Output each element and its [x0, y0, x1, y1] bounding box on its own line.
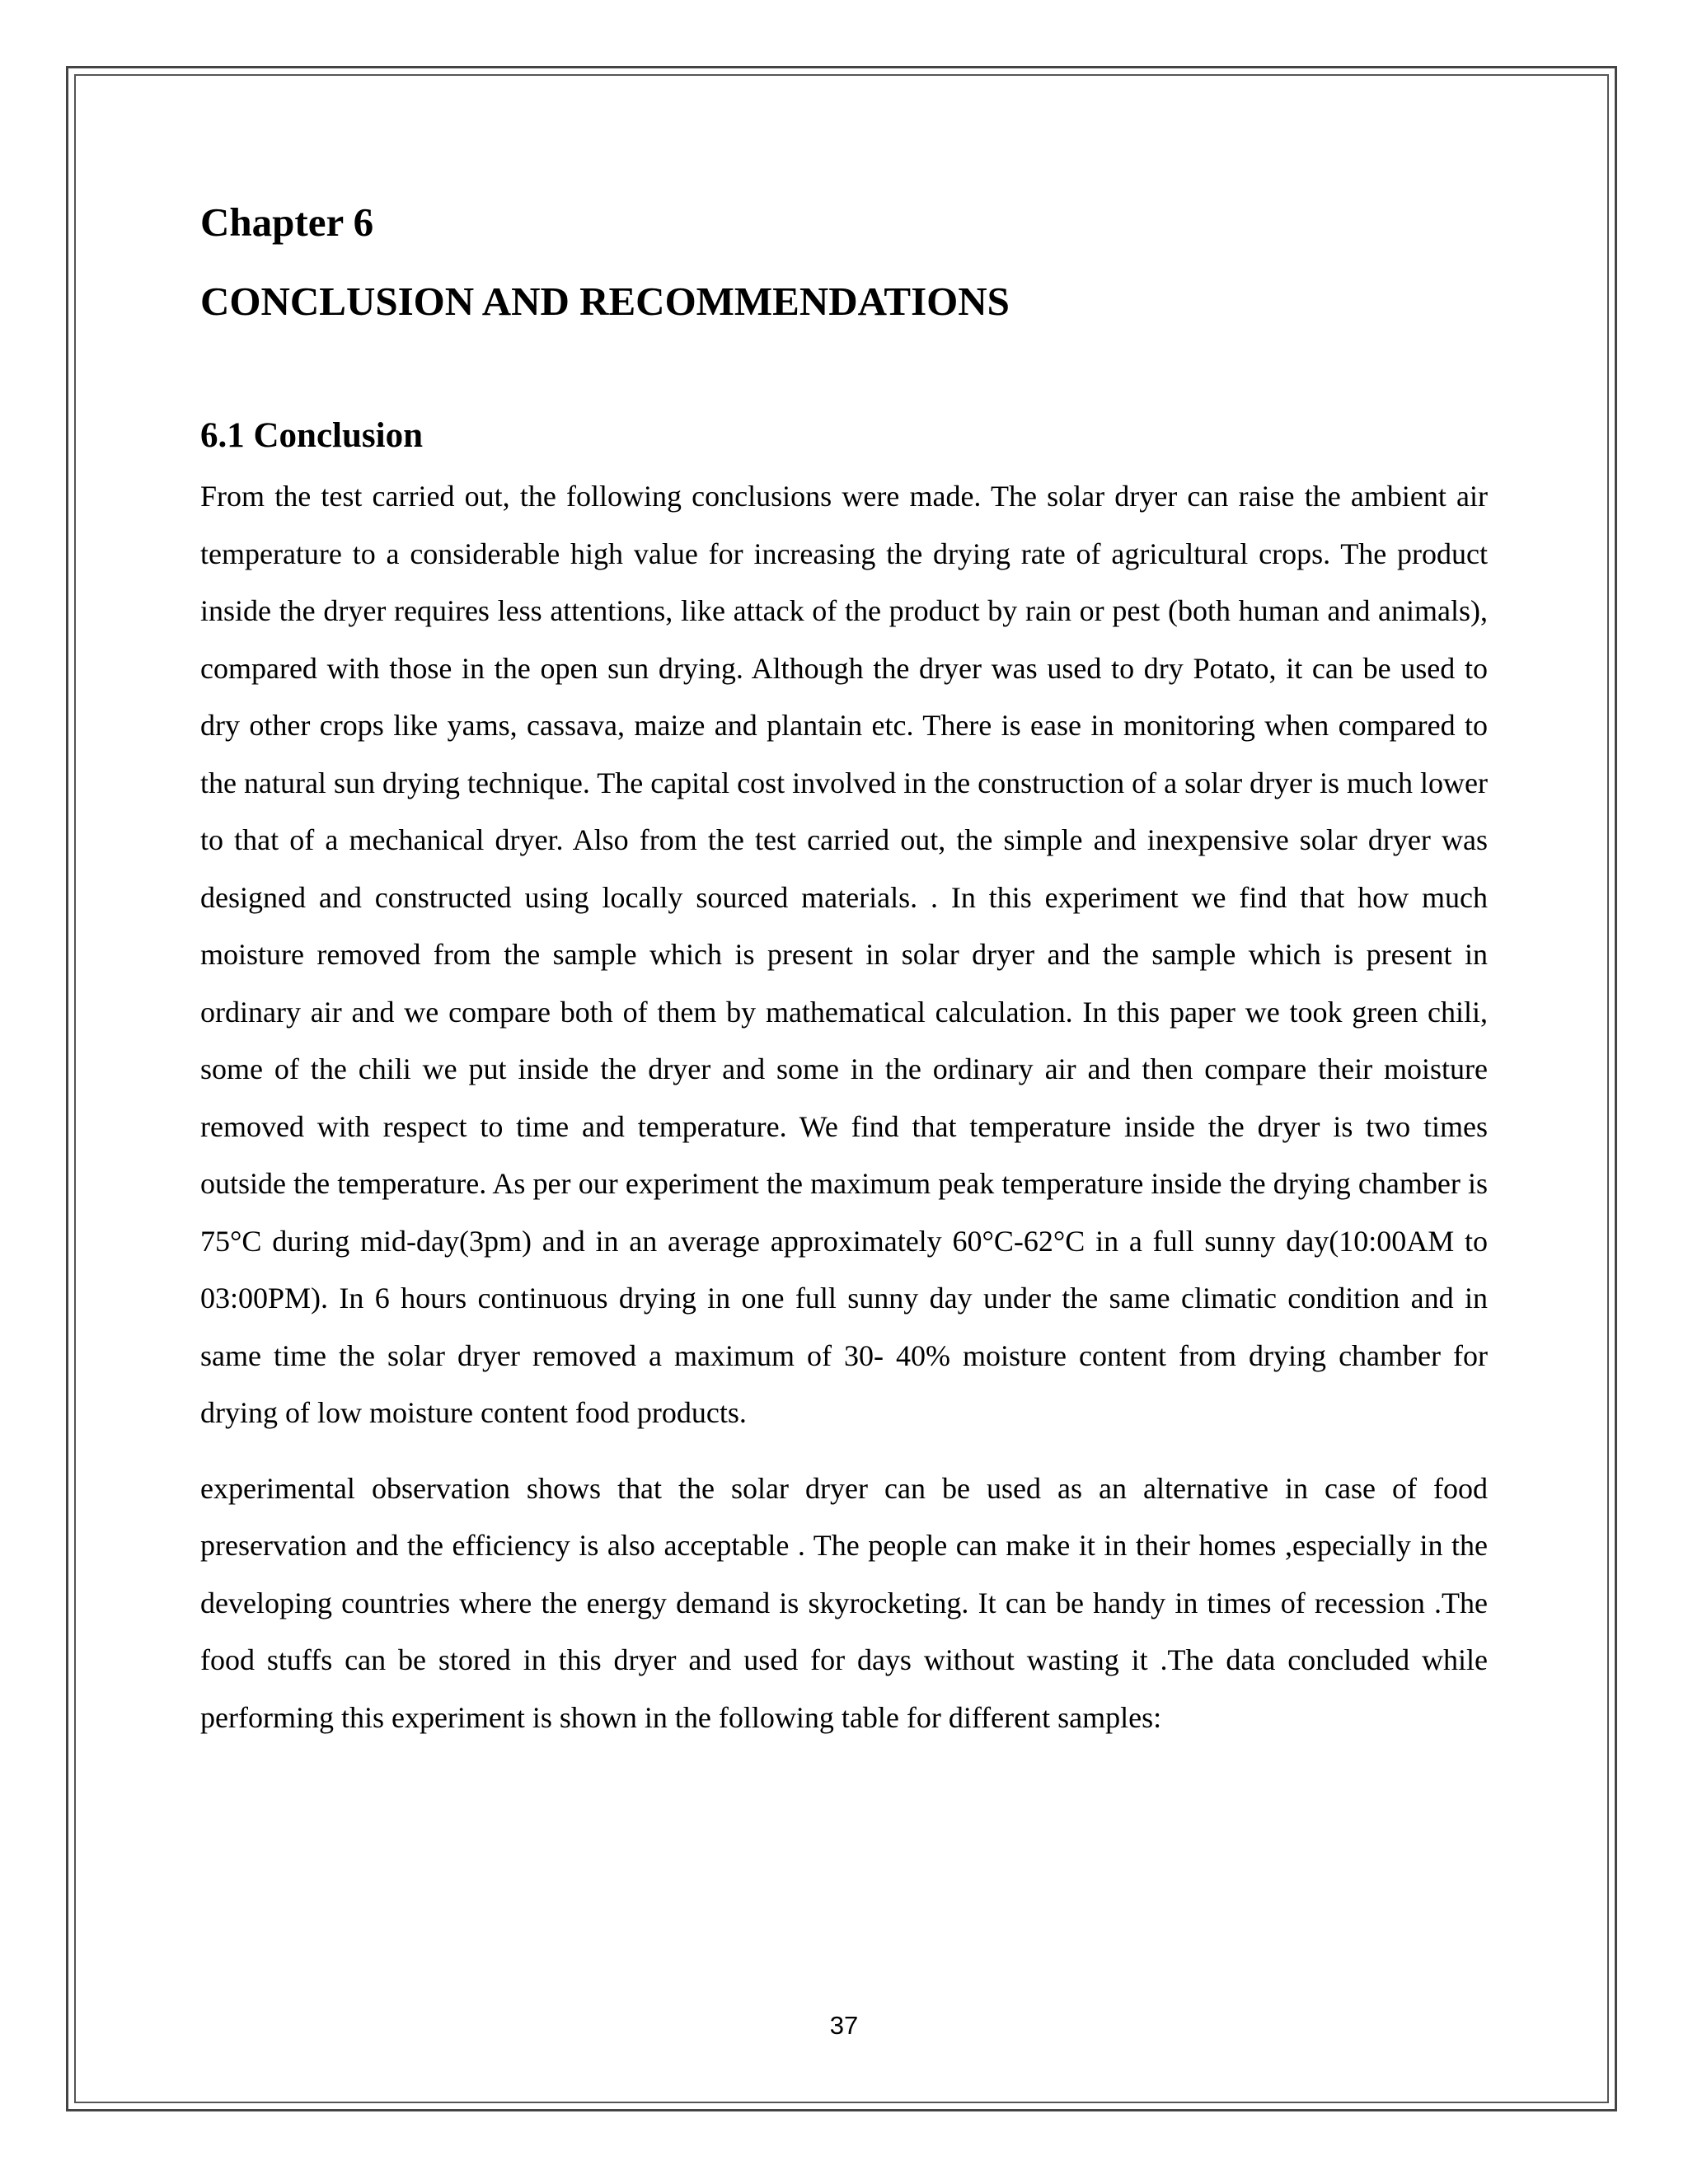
chapter-number: Chapter 6	[200, 199, 374, 245]
paragraph-conclusion-2: experimental observation shows that the solar dryer can be used as an alternative in case of food preservation and the efficiency is also acceptable . The people can make it in their homes ,especially in the developing countries where the energy demand is skyrocketing. It can be handy in times of recession .The food stuffs can be stored in this dryer and used for days without wasting it .The data concluded while performing this experiment is shown in the following table for different samples:	[200, 1471, 1488, 1734]
chapter-title: CONCLUSION AND RECOMMENDATIONS	[200, 279, 1010, 324]
page-content	[200, 198, 1488, 1746]
paragraph-conclusion-1: From the test carried out, the following conclusions were made. The solar dryer can raise the ambient air temperature to a considerable high value for increasing the drying rate of agricultural crops. The product inside the dryer requires less attentions, like attack of the product by rain or pest (both human and animals), compared with those in the open sun drying. Although the dryer was used to dry Potato, it can be used to dry other crops like yams, cassava, maize and plantain etc. There is ease in monitoring when compared to the natural sun drying technique. The capital cost involved in the construction of a solar dryer is much lower to that of a mechanical dryer. Also from the test carried out, the simple and inexpensive solar dryer was designed and constructed using locally sourced materials. . In this experiment we find that how much moisture removed from the sample which is present in solar dryer and the sample which is present in ordinary air and we compare both of them by mathematical calculation. In this paper we took green chili, some of the chili we put inside the dryer and some in the ordinary air and then compare their moisture removed with respect to time and temperature. We find that temperature inside the dryer is two times outside the temperature. As per our experiment the maximum peak temperature inside the drying chamber is 75°C during mid-day(3pm) and in an average approximately 60°C-62°C in a full sunny day(10:00AM to 03:00PM). In 6 hours continuous drying in one full sunny day under the same climatic condition and in same time the solar dryer removed a maximum of 30- 40% moisture content from drying chamber for drying of low moisture content food products.	[200, 480, 1488, 1429]
page-number: 37	[829, 2011, 859, 2040]
section-heading: 6.1 Conclusion	[200, 416, 424, 455]
